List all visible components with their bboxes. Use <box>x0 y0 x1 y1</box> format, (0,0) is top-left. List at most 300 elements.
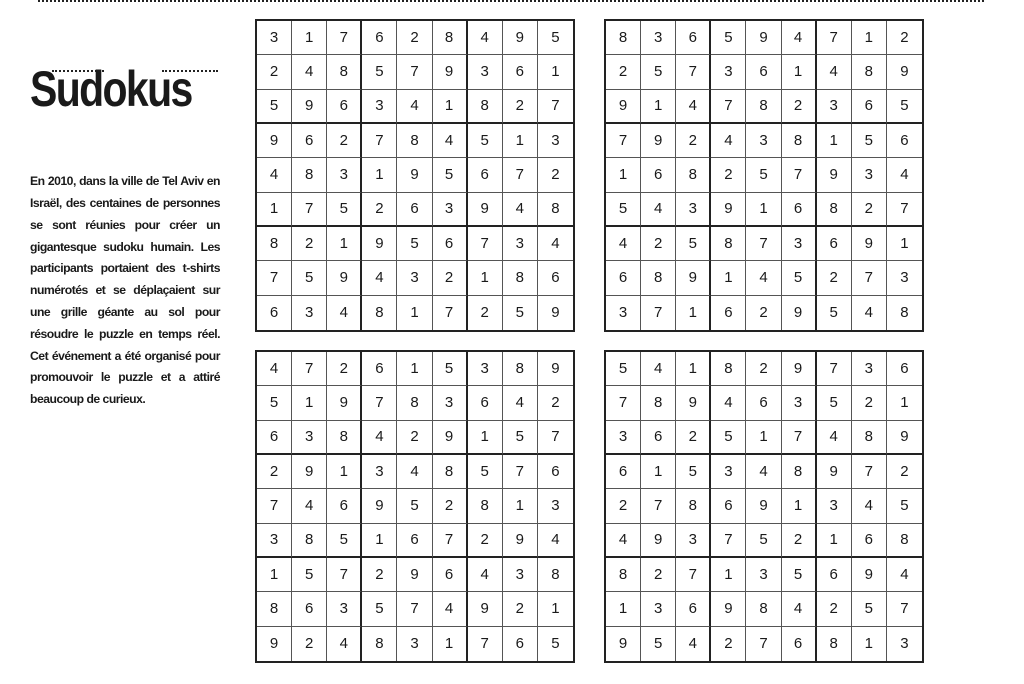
sudoku-cell: 3 <box>782 227 817 261</box>
sudoku-cell: 1 <box>887 227 922 261</box>
sudoku-cell: 6 <box>503 55 538 89</box>
sudoku-cell: 8 <box>606 21 641 55</box>
sudoku-cell: 4 <box>852 489 887 523</box>
sudoku-cell: 1 <box>782 55 817 89</box>
sudoku-cell: 2 <box>468 524 503 558</box>
sudoku-cell: 8 <box>257 592 292 626</box>
sudoku-cell: 5 <box>468 455 503 489</box>
sudoku-cell: 1 <box>711 261 746 295</box>
sudoku-cell: 1 <box>887 386 922 420</box>
sudoku-cell: 5 <box>292 261 327 295</box>
sudoku-cell: 2 <box>746 352 781 386</box>
sudoku-cell: 7 <box>676 55 711 89</box>
sudoku-cell: 6 <box>711 489 746 523</box>
sudoku-cell: 8 <box>641 261 676 295</box>
sudoku-cell: 7 <box>433 296 468 330</box>
sudoku-cell: 6 <box>292 592 327 626</box>
sudoku-cell: 1 <box>292 386 327 420</box>
sudoku-cell: 5 <box>327 524 362 558</box>
sudoku-cell: 4 <box>676 90 711 124</box>
sudoku-cell: 8 <box>468 90 503 124</box>
sudoku-cell: 4 <box>503 193 538 227</box>
sudoku-cell: 6 <box>257 421 292 455</box>
sudoku-cell: 8 <box>782 124 817 158</box>
sudoku-cell: 6 <box>362 21 397 55</box>
sudoku-cell: 2 <box>397 21 432 55</box>
sudoku-cell: 9 <box>397 158 432 192</box>
sudoku-cell: 5 <box>551 635 560 653</box>
sudoku-cell: 3 <box>503 227 538 261</box>
sudoku-cell: 7 <box>538 421 573 455</box>
sudoku-cell: 5 <box>887 489 922 523</box>
sudoku-cell: 3 <box>641 592 676 626</box>
sudoku-cell: 2 <box>468 296 503 330</box>
sudoku-cell: 7 <box>397 592 432 626</box>
sudoku-cell: 1 <box>292 21 327 55</box>
sudoku-cell: 3 <box>641 21 676 55</box>
sudoku-cell: 3 <box>817 489 852 523</box>
sudoku-cell: 7 <box>641 489 676 523</box>
sudoku-cell: 5 <box>746 524 781 558</box>
sudoku-cell: 6 <box>782 193 817 227</box>
sudoku-cell: 7 <box>711 90 746 124</box>
sudoku-cell: 3 <box>538 489 573 523</box>
sudoku-cell: 9 <box>782 352 817 386</box>
sudoku-cell: 3 <box>676 193 711 227</box>
sudoku-cell: 9 <box>292 90 327 124</box>
sudoku-cell: 9 <box>817 455 852 489</box>
sudoku-cell: 8 <box>676 489 711 523</box>
sudoku-cell: 9 <box>433 55 468 89</box>
sudoku-cell: 6 <box>327 489 362 523</box>
sudoku-cell: 3 <box>468 352 503 386</box>
sudoku-cell: 9 <box>257 124 292 158</box>
sudoku-cell: 1 <box>641 90 676 124</box>
sudoku-cell: 5 <box>468 124 503 158</box>
sudoku-cell: 2 <box>433 261 468 295</box>
sudoku-cell: 4 <box>606 227 641 261</box>
sudoku-cell: 1 <box>746 421 781 455</box>
sudoku-cell: 9 <box>606 90 641 124</box>
sudoku-cell: 6 <box>538 261 573 295</box>
sudoku-cell: 6 <box>852 524 887 558</box>
sudoku-cell: 9 <box>676 261 711 295</box>
sudoku-cell: 6 <box>852 90 887 124</box>
sudoku-cell: 1 <box>327 227 362 261</box>
sudoku-cell: 4 <box>292 489 327 523</box>
sudoku-cell: 8 <box>327 55 362 89</box>
title-block <box>30 60 226 117</box>
sudoku-cell: 7 <box>641 296 676 330</box>
sudoku-cell: 7 <box>397 55 432 89</box>
sudoku-cell: 9 <box>887 421 922 455</box>
sudoku-cell: 8 <box>503 261 538 295</box>
sudoku-cell: 8 <box>397 386 432 420</box>
sudoku-cell: 8 <box>292 524 327 558</box>
sudoku-cell: 8 <box>746 592 781 626</box>
sudoku-cell: 2 <box>257 55 292 89</box>
sudoku-cell: 4 <box>852 296 887 330</box>
sudoku-cell: 7 <box>782 158 817 192</box>
sudoku-cell: 1 <box>782 489 817 523</box>
sudoku-cell: 3 <box>433 386 468 420</box>
sudoku-cell: 8 <box>711 352 746 386</box>
sudoku-cell: 2 <box>641 227 676 261</box>
sudoku-cell: 1 <box>257 193 292 227</box>
sudoku-cell: 2 <box>782 90 817 124</box>
sudoku-cell: 5 <box>641 627 676 661</box>
sudoku-cell: 4 <box>362 261 397 295</box>
sudoku-cell: 1 <box>606 158 641 192</box>
sudoku-cell: 7 <box>817 21 852 55</box>
sudoku-cell: 8 <box>292 158 327 192</box>
sudoku-cell: 1 <box>852 627 887 661</box>
sudoku-cell: 3 <box>327 158 362 192</box>
sudoku-cell: 3 <box>711 455 746 489</box>
sudoku-cell: 7 <box>503 455 538 489</box>
sudoku-cell: 4 <box>711 124 746 158</box>
sudoku-cell: 2 <box>782 524 817 558</box>
sudoku-cell: 4 <box>711 386 746 420</box>
sudoku-cell: 6 <box>887 352 922 386</box>
sudoku-cell: 1 <box>538 592 573 626</box>
sudoku-cell: 8 <box>362 627 397 661</box>
sudoku-cell: 5 <box>327 193 362 227</box>
sudoku-cell: 4 <box>503 386 538 420</box>
sudoku-cell: 8 <box>433 455 468 489</box>
sudoku-cell: 2 <box>606 489 641 523</box>
sudoku-cell: 1 <box>641 455 676 489</box>
sudoku-cell: 4 <box>782 21 817 55</box>
sudoku-cell: 2 <box>538 158 573 192</box>
sudoku-grid-2 <box>604 19 924 332</box>
sudoku-cell: 7 <box>817 352 852 386</box>
sudoku-cell: 6 <box>746 386 781 420</box>
sudoku-cell: 2 <box>292 227 327 261</box>
sudoku-cell: 1 <box>817 124 852 158</box>
sudoku-cell: 8 <box>641 386 676 420</box>
sudoku-cell: 1 <box>676 352 711 386</box>
sudoku-cell: 8 <box>503 352 538 386</box>
sudoku-cell: 9 <box>327 261 362 295</box>
sudoku-cell: 5 <box>746 158 781 192</box>
sudoku-cell: 9 <box>468 592 503 626</box>
sudoku-cell: 8 <box>852 421 887 455</box>
sudoku-cell: 3 <box>817 90 852 124</box>
sudoku-cell: 1 <box>257 558 292 592</box>
sudoku-cell: 9 <box>606 627 641 661</box>
sudoku-cell: 6 <box>362 352 397 386</box>
sudoku-cell: 9 <box>292 455 327 489</box>
sudoku-cell: 8 <box>362 296 397 330</box>
sudoku-cell: 4 <box>746 261 781 295</box>
sudoku-cell: 6 <box>641 421 676 455</box>
sudoku-cell: 9 <box>551 304 560 322</box>
sudoku-cell: 4 <box>641 352 676 386</box>
sudoku-cell: 7 <box>292 352 327 386</box>
sudoku-cell: 9 <box>362 489 397 523</box>
sudoku-cell: 5 <box>257 386 292 420</box>
sudoku-cell: 8 <box>852 55 887 89</box>
sudoku-cell: 2 <box>327 124 362 158</box>
sudoku-cell: 5 <box>782 558 817 592</box>
sudoku-cell: 4 <box>397 455 432 489</box>
sudoku-cell: 8 <box>538 558 573 592</box>
sudoku-cell: 5 <box>503 296 538 330</box>
sudoku-cell: 4 <box>746 455 781 489</box>
sudoku-cell: 2 <box>817 261 852 295</box>
sudoku-cell: 1 <box>817 524 852 558</box>
sudoku-cell: 5 <box>503 421 538 455</box>
sudoku-cell: 4 <box>606 524 641 558</box>
sudoku-cell: 2 <box>538 386 573 420</box>
sudoku-cell: 6 <box>746 55 781 89</box>
sudoku-cell: 2 <box>852 386 887 420</box>
sudoku-cell: 7 <box>782 421 817 455</box>
sudoku-cell: 2 <box>362 558 397 592</box>
sudoku-cell: 6 <box>641 158 676 192</box>
sudoku-cell: 3 <box>503 558 538 592</box>
sudoku-cell: 8 <box>900 304 909 322</box>
sudoku-cell: 7 <box>257 261 292 295</box>
sudoku-cell: 5 <box>433 158 468 192</box>
sudoku-cell: 3 <box>397 261 432 295</box>
sudoku-cell: 9 <box>711 193 746 227</box>
sudoku-cell: 4 <box>362 421 397 455</box>
sudoku-cell: 8 <box>782 455 817 489</box>
sudoku-cell: 3 <box>292 421 327 455</box>
sudoku-cell: 2 <box>503 90 538 124</box>
sudoku-cell: 3 <box>538 124 573 158</box>
sudoku-cell: 5 <box>397 489 432 523</box>
sudoku-cell: 4 <box>538 524 573 558</box>
page-title: Sudokus <box>30 61 192 117</box>
sudoku-cell: 3 <box>257 21 292 55</box>
sudoku-cell: 7 <box>676 558 711 592</box>
sudoku-cell: 3 <box>397 627 432 661</box>
sudoku-cell: 6 <box>711 296 746 330</box>
sudoku-cell: 4 <box>397 90 432 124</box>
sudoku-cell: 3 <box>900 635 909 653</box>
sudoku-cell: 8 <box>817 627 852 661</box>
sudoku-cell: 9 <box>782 296 817 330</box>
sudoku-cell: 8 <box>817 193 852 227</box>
sudoku-cell: 7 <box>327 21 362 55</box>
sudoku-cell: 5 <box>641 55 676 89</box>
sudoku-cell: 7 <box>606 386 641 420</box>
sudoku-cell: 4 <box>468 21 503 55</box>
sudoku-cell: 9 <box>468 193 503 227</box>
sudoku-cell: 7 <box>362 386 397 420</box>
sudoku-cell: 5 <box>852 124 887 158</box>
sudoku-cell: 1 <box>397 352 432 386</box>
sudoku-cell: 7 <box>468 627 503 661</box>
sudoku-cell: 3 <box>606 421 641 455</box>
sudoku-cell: 5 <box>362 592 397 626</box>
sudoku-cell: 7 <box>292 193 327 227</box>
sudoku-cell: 5 <box>292 558 327 592</box>
sudoku-cell: 6 <box>817 558 852 592</box>
sudoku-cell: 9 <box>257 627 292 661</box>
sudoku-cell: 7 <box>852 261 887 295</box>
sudoku-cell: 5 <box>711 421 746 455</box>
sudoku-cell: 8 <box>538 193 573 227</box>
sudoku-cell: 5 <box>538 21 573 55</box>
sudoku-cell: 6 <box>397 193 432 227</box>
sudoku-cell: 9 <box>887 55 922 89</box>
sudoku-grid-4 <box>604 350 924 663</box>
sudoku-cell: 3 <box>711 55 746 89</box>
sudoku-cell: 1 <box>433 627 468 661</box>
sudoku-cell: 2 <box>257 455 292 489</box>
sudoku-cell: 9 <box>746 21 781 55</box>
sudoku-cell: 9 <box>397 558 432 592</box>
sudoku-cell: 9 <box>641 524 676 558</box>
sudoku-cell: 8 <box>887 524 922 558</box>
sudoku-cell: 3 <box>746 124 781 158</box>
sudoku-cell: 7 <box>852 455 887 489</box>
sudoku-cell: 6 <box>433 227 468 261</box>
sudoku-cell: 9 <box>852 227 887 261</box>
sudoku-cell: 5 <box>676 455 711 489</box>
sudoku-cell: 9 <box>327 386 362 420</box>
sudoku-cell: 1 <box>606 592 641 626</box>
sudoku-cell: 2 <box>397 421 432 455</box>
sudoku-cell: 6 <box>327 90 362 124</box>
sudoku-cell: 6 <box>676 592 711 626</box>
sudoku-cell: 6 <box>468 158 503 192</box>
sudoku-cell: 4 <box>292 55 327 89</box>
sudoku-cell: 2 <box>746 296 781 330</box>
sudoku-cell: 8 <box>468 489 503 523</box>
sudoku-cell: 8 <box>433 21 468 55</box>
sudoku-cell: 9 <box>641 124 676 158</box>
sudoku-cell: 2 <box>503 592 538 626</box>
sudoku-cell: 4 <box>257 352 292 386</box>
sudoku-cell: 1 <box>397 296 432 330</box>
sudoku-cell: 6 <box>397 524 432 558</box>
sudoku-cell: 9 <box>503 524 538 558</box>
sudoku-cell: 2 <box>641 558 676 592</box>
sudoku-cell: 4 <box>887 558 922 592</box>
description-text: En 2010, dans la ville de Tel Aviv en Israël, des centaines de personnes se sont réunies pour créer un gigantesque sudoku humain. Les participants portaient des t-shirts numérotés et se déplaçaient sur une grille géante au sol pour résoudre le puzzle en temps réel. Cet événement a été organisé pour promouvoir le puzzle et a attiré beaucoup de curieux. <box>30 174 220 407</box>
sudoku-cell: 6 <box>606 455 641 489</box>
sudoku-cell: 5 <box>782 261 817 295</box>
sudoku-cell: 9 <box>503 21 538 55</box>
sudoku-cell: 9 <box>676 386 711 420</box>
sudoku-cell: 5 <box>397 227 432 261</box>
sudoku-cell: 3 <box>746 558 781 592</box>
sudoku-cell: 2 <box>433 489 468 523</box>
sudoku-cell: 9 <box>433 421 468 455</box>
sudoku-cell: 5 <box>711 21 746 55</box>
sudoku-cell: 1 <box>746 193 781 227</box>
sudoku-cell: 2 <box>676 124 711 158</box>
sudoku-cell: 9 <box>362 227 397 261</box>
sudoku-cell: 4 <box>817 55 852 89</box>
sudoku-cell: 1 <box>503 489 538 523</box>
sudoku-grid-1 <box>255 19 575 332</box>
sudoku-cell: 7 <box>606 124 641 158</box>
top-dotted-rule <box>38 0 984 2</box>
sudoku-cell: 8 <box>606 558 641 592</box>
sudoku-cell: 5 <box>887 90 922 124</box>
sudoku-cell: 6 <box>292 124 327 158</box>
sudoku-cell: 2 <box>887 455 922 489</box>
sudoku-cell: 7 <box>433 524 468 558</box>
sudoku-cell: 4 <box>468 558 503 592</box>
sudoku-cell: 3 <box>887 261 922 295</box>
sudoku-cell: 2 <box>362 193 397 227</box>
sudoku-cell: 8 <box>397 124 432 158</box>
sudoku-cell: 8 <box>676 158 711 192</box>
sudoku-cell: 2 <box>887 21 922 55</box>
sudoku-cell: 7 <box>887 592 922 626</box>
sudoku-cell: 6 <box>817 227 852 261</box>
sudoku-cell: 4 <box>538 227 573 261</box>
sudoku-cell: 1 <box>327 455 362 489</box>
sudoku-cell: 5 <box>362 55 397 89</box>
sudoku-cell: 5 <box>817 296 852 330</box>
sudoku-cell: 3 <box>292 296 327 330</box>
sudoku-cell: 7 <box>746 627 781 661</box>
sudoku-cell: 6 <box>503 627 538 661</box>
sudoku-cell: 4 <box>641 193 676 227</box>
sudoku-cell: 8 <box>711 227 746 261</box>
sudoku-cell: 5 <box>257 90 292 124</box>
sudoku-cell: 5 <box>852 592 887 626</box>
sudoku-cell: 2 <box>711 158 746 192</box>
sudoku-cell: 3 <box>433 193 468 227</box>
sudoku-cell: 2 <box>711 627 746 661</box>
sudoku-cell: 1 <box>362 524 397 558</box>
sudoku-cell: 3 <box>362 455 397 489</box>
sudoku-cell: 1 <box>852 21 887 55</box>
sudoku-cell: 7 <box>362 124 397 158</box>
sudoku-cell: 3 <box>327 592 362 626</box>
sudoku-cell: 9 <box>852 558 887 592</box>
sudoku-cell: 6 <box>433 558 468 592</box>
sudoku-cell: 1 <box>362 158 397 192</box>
sudoku-cell: 3 <box>468 55 503 89</box>
sudoku-cell: 1 <box>468 261 503 295</box>
sudoku-cell: 5 <box>606 193 641 227</box>
sudoku-cell: 3 <box>257 524 292 558</box>
sudoku-cell: 9 <box>711 592 746 626</box>
sudoku-cell: 8 <box>746 90 781 124</box>
sudoku-cell: 2 <box>852 193 887 227</box>
sudoku-cell: 4 <box>676 627 711 661</box>
sudoku-cell: 6 <box>887 124 922 158</box>
sudoku-cell: 3 <box>676 524 711 558</box>
sudoku-cell: 6 <box>468 386 503 420</box>
sudoku-cell: 9 <box>746 489 781 523</box>
sudoku-grid-3 <box>255 350 575 663</box>
sudoku-cell: 6 <box>257 296 292 330</box>
sudoku-cell: 3 <box>852 158 887 192</box>
sudoku-cell: 4 <box>327 296 362 330</box>
sudoku-cell: 4 <box>817 421 852 455</box>
sudoku-cell: 6 <box>606 261 641 295</box>
sudoku-cell: 3 <box>782 386 817 420</box>
sudoku-cell: 1 <box>676 296 711 330</box>
sudoku-cell: 6 <box>676 21 711 55</box>
sudoku-cell: 1 <box>433 90 468 124</box>
sudoku-cell: 2 <box>817 592 852 626</box>
sudoku-cell: 7 <box>711 524 746 558</box>
sudoku-cell: 7 <box>257 489 292 523</box>
sudoku-cell: 7 <box>503 158 538 192</box>
